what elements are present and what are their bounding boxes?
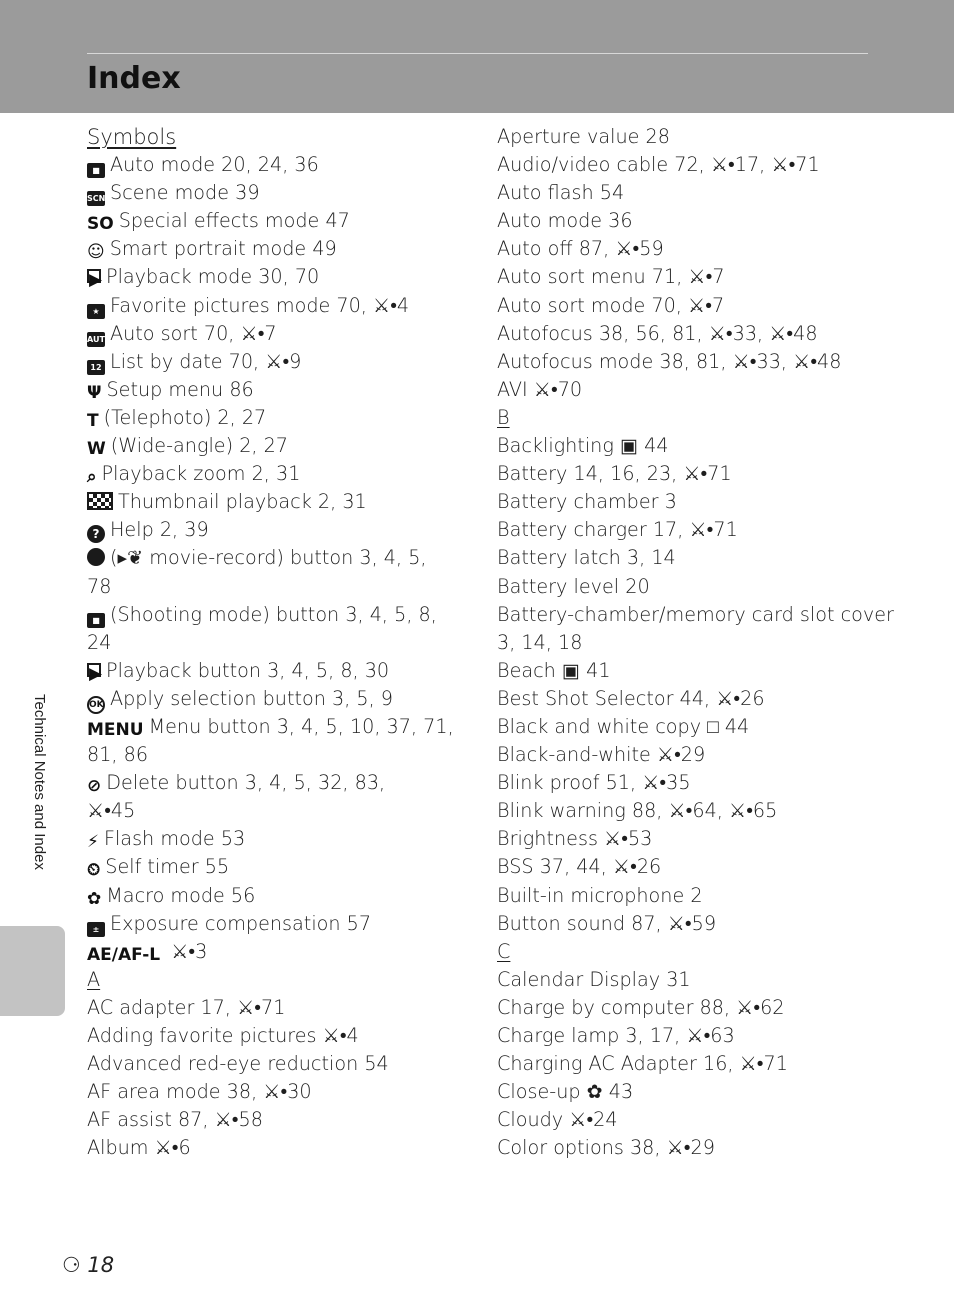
index-entry — [497, 235, 877, 263]
index-entry — [497, 1078, 877, 1106]
entry-text: Close-up ✿ 43 — [497, 1080, 634, 1104]
index-entry — [497, 601, 894, 629]
favorite-icon: ★ — [87, 304, 105, 319]
entry-text: Calendar Display 31 — [497, 967, 691, 991]
entry-text: Auto mode 36 — [497, 209, 633, 233]
entry-text: Adding favorite pictures ⚔•4 — [87, 1024, 359, 1047]
index-entry — [497, 853, 877, 881]
index-section-heading — [87, 123, 462, 151]
entry-text: ⚔•45 — [87, 799, 136, 823]
index-entry — [497, 573, 877, 601]
camera-icon: ■ — [87, 613, 105, 628]
index-entry — [497, 629, 877, 657]
entry-text: 3, 14, 18 — [497, 630, 583, 654]
entry-text: 24 — [87, 630, 112, 654]
record-icon — [87, 548, 105, 566]
index-entry — [87, 629, 462, 657]
index-entry — [87, 1022, 462, 1050]
entry-text: Self timer 55 — [105, 855, 230, 879]
entry-text: Best Shot Selector 44, ⚔•26 — [497, 686, 765, 710]
index-entry — [497, 825, 877, 853]
entry-text: Cloudy ⚔•24 — [497, 1108, 618, 1132]
entry-text: Auto off 87, ⚔•59 — [497, 237, 664, 261]
section-label: Technical Notes and Index — [31, 694, 48, 870]
index-section-heading — [497, 938, 877, 966]
entry-text: Blink warning 88, ⚔•64, ⚔•65 — [497, 799, 778, 823]
index-entry — [87, 769, 462, 797]
index-entry — [497, 207, 877, 235]
ok-icon: OK — [87, 696, 105, 714]
flash-icon: ⚡ — [87, 832, 99, 853]
index-entry — [87, 853, 462, 881]
index-entry — [497, 966, 877, 994]
index-entry — [497, 994, 877, 1022]
index-entry — [87, 573, 462, 601]
wide-angle-icon: W — [87, 439, 106, 460]
index-entry — [497, 741, 877, 769]
entry-text: Help 2, 39 — [110, 518, 209, 542]
entry-text: Autofocus mode 38, 81, ⚔•33, ⚔•48 — [497, 349, 842, 373]
entry-text: Thumbnail playback 2, 31 — [118, 490, 367, 514]
entry-text: Battery charger 17, ⚔•71 — [497, 518, 738, 542]
index-entry — [87, 179, 462, 207]
zoom-icon: ⌕ — [87, 467, 97, 488]
smart-portrait-icon: ☺ — [87, 242, 105, 263]
playback-icon: ▶ — [89, 270, 103, 291]
entry-text: Auto mode 20, 24, 36 — [110, 153, 319, 177]
index-entry — [87, 544, 462, 572]
entry-text: Color options 38, ⚔•29 — [497, 1136, 715, 1160]
entry-text: Setup menu 86 — [106, 377, 254, 401]
self-timer-icon: ⏲ — [87, 860, 101, 881]
index-entry — [87, 432, 462, 460]
entry-text: Auto flash 54 — [497, 181, 625, 205]
index-section-heading — [87, 966, 462, 994]
setup-icon: Ψ — [87, 382, 102, 403]
index-entry — [497, 488, 877, 516]
entry-text: (Shooting mode) button 3, 4, 5, 8, — [110, 602, 437, 626]
index-column-left — [87, 123, 462, 1162]
entry-text: AF assist 87, ⚔•58 — [87, 1108, 263, 1132]
index-entry — [87, 657, 462, 685]
entry-text: Album ⚔•6 — [87, 1136, 191, 1160]
help-icon: ? — [87, 525, 105, 543]
entry-text: Playback zoom 2, 31 — [101, 462, 301, 486]
entry-text: (Wide-angle) 2, 27 — [110, 434, 289, 458]
index-entry — [87, 741, 462, 769]
entry-text: Macro mode 56 — [106, 883, 256, 907]
entry-text: Auto sort mode 70, ⚔•7 — [497, 293, 725, 317]
index-entry — [87, 1106, 462, 1134]
index-entry — [497, 263, 877, 291]
entry-text: Audio/video cable 72, ⚔•17, ⚔•71 — [497, 153, 820, 177]
heading-text: C — [497, 939, 511, 963]
entry-text: Advanced red-eye reduction 54 — [87, 1052, 389, 1076]
entry-text: AC adapter 17, ⚔•71 — [87, 995, 286, 1019]
entry-text: Charging AC Adapter 16, ⚔•71 — [497, 1052, 788, 1076]
index-entry — [497, 882, 877, 910]
index-entry — [497, 910, 877, 938]
heading-text: B — [497, 405, 510, 429]
menu-icon: MENU — [87, 719, 144, 740]
entry-text: Charge lamp 3, 17, ⚔•63 — [497, 1024, 735, 1047]
entry-text: Apply selection button 3, 5, 9 — [110, 686, 394, 710]
index-entry — [497, 797, 877, 825]
ae-af-lock-icon: AE/AF-L — [87, 944, 161, 965]
index-entry — [497, 179, 877, 207]
index-entry — [87, 825, 462, 853]
index-entry — [87, 1050, 462, 1078]
index-entry — [87, 1078, 462, 1106]
entry-text: 81, 86 — [87, 743, 149, 767]
entry-text: Scene mode 39 — [110, 181, 260, 205]
index-entry — [497, 516, 877, 544]
entry-text: Menu button 3, 4, 5, 10, 37, 71, — [148, 714, 454, 738]
entry-text: AF area mode 38, ⚔•30 — [87, 1080, 312, 1104]
entry-text: Backlighting ▣ 44 — [497, 434, 669, 458]
index-entry — [87, 488, 462, 516]
entry-text: Battery 14, 16, 23, ⚔•71 — [497, 462, 732, 486]
index-entry — [87, 263, 462, 291]
entry-text: Brightness ⚔•53 — [497, 827, 653, 851]
index-entry — [87, 601, 462, 629]
entry-text: Battery-chamber/memory card slot cover — [497, 602, 894, 626]
page-number: ⚆ 18 — [62, 1253, 115, 1277]
index-entry — [87, 460, 462, 488]
heading-text: A — [87, 967, 101, 991]
entry-text: AVI ⚔•70 — [497, 377, 583, 401]
entry-text: Playback mode 30, 70 — [106, 265, 320, 289]
page-title: Index — [87, 61, 181, 96]
index-entry — [87, 994, 462, 1022]
camera-icon: ■ — [87, 163, 105, 178]
index-entry — [87, 207, 462, 235]
scene-icon: SCN — [87, 191, 105, 206]
index-entry — [87, 348, 462, 376]
index-entry — [497, 432, 877, 460]
index-entry — [497, 685, 877, 713]
index-entry — [497, 1050, 877, 1078]
auto-sort-icon: AUTO — [87, 332, 105, 347]
entry-text: BSS 37, 44, ⚔•26 — [497, 855, 662, 879]
entry-text: Battery level 20 — [497, 574, 650, 598]
entry-text: Exposure compensation 57 — [110, 911, 372, 935]
exposure-icon: ± — [87, 922, 105, 937]
index-entry — [87, 235, 462, 263]
entry-text: 78 — [87, 574, 112, 598]
playback-icon: ▶ — [89, 663, 103, 684]
heading-text: Symbols — [87, 125, 177, 149]
index-entry — [497, 713, 877, 741]
index-entry — [497, 348, 877, 376]
entry-text: ⚔•3 — [165, 939, 208, 963]
index-entry — [87, 797, 462, 825]
index-section-heading — [497, 404, 877, 432]
entry-text: Aperture value 28 — [497, 125, 670, 148]
index-entry — [497, 123, 877, 151]
entry-text: (▸❦ movie-record) button 3, 4, 5, — [110, 546, 427, 570]
index-entry — [497, 292, 877, 320]
index-entry — [497, 1022, 877, 1050]
entry-text: Smart portrait mode 49 — [109, 237, 337, 261]
entry-text: (Telephoto) 2, 27 — [103, 405, 267, 429]
entry-text: Black-and-white ⚔•29 — [497, 743, 706, 767]
index-entry — [497, 769, 877, 797]
delete-icon: ⊘ — [87, 776, 102, 797]
index-entry — [497, 151, 877, 179]
index-entry — [497, 657, 877, 685]
index-entry — [497, 460, 877, 488]
index-entry — [497, 1134, 877, 1162]
entry-text: Button sound 87, ⚔•59 — [497, 911, 717, 935]
index-entry — [87, 320, 462, 348]
entry-text: Playback button 3, 4, 5, 8, 30 — [106, 658, 390, 682]
entry-text: List by date 70, ⚔•9 — [110, 349, 302, 373]
entry-text: Battery latch 3, 14 — [497, 546, 676, 570]
page-header — [0, 0, 954, 113]
entry-text: Flash mode 53 — [103, 827, 246, 851]
index-entry — [87, 292, 462, 320]
entry-text: Battery chamber 3 — [497, 490, 677, 514]
macro-icon: ✿ — [87, 888, 102, 909]
index-entry — [87, 713, 462, 741]
index-entry — [87, 1134, 462, 1162]
index-entry — [87, 882, 462, 910]
special-effects-icon: SO — [87, 214, 114, 235]
index-entry — [497, 1106, 877, 1134]
index-entry — [87, 516, 462, 544]
section-tab — [0, 926, 65, 1016]
entry-text: Special effects mode 47 — [118, 209, 350, 233]
entry-text: Autofocus 38, 56, 81, ⚔•33, ⚔•48 — [497, 321, 818, 345]
thumbnail-icon — [87, 492, 113, 510]
index-entry — [87, 151, 462, 179]
entry-text: Favorite pictures mode 70, ⚔•4 — [110, 293, 410, 317]
index-entry — [87, 376, 462, 404]
index-entry — [87, 404, 462, 432]
entry-text: Black and white copy □ 44 — [497, 714, 750, 738]
index-entry — [497, 376, 877, 404]
index-entry — [87, 938, 462, 966]
index-entry — [87, 685, 462, 713]
index-column-right — [497, 123, 894, 1162]
entry-text: Built-in microphone 2 — [497, 883, 703, 907]
entry-text: Auto sort 70, ⚔•7 — [110, 321, 277, 345]
index-entry — [497, 320, 877, 348]
header-rule — [87, 53, 868, 54]
index-entry — [87, 910, 462, 938]
index-entry — [497, 544, 877, 572]
list-by-date-icon: 12 — [87, 360, 105, 375]
entry-text: Delete button 3, 4, 5, 32, 83, — [106, 771, 386, 795]
entry-text: Blink proof 51, ⚔•35 — [497, 771, 691, 795]
entry-text: Auto sort menu 71, ⚔•7 — [497, 265, 725, 289]
telephoto-icon: T — [87, 410, 99, 431]
entry-text: Beach ▣ 41 — [497, 658, 611, 682]
entry-text: Charge by computer 88, ⚔•62 — [497, 995, 785, 1019]
